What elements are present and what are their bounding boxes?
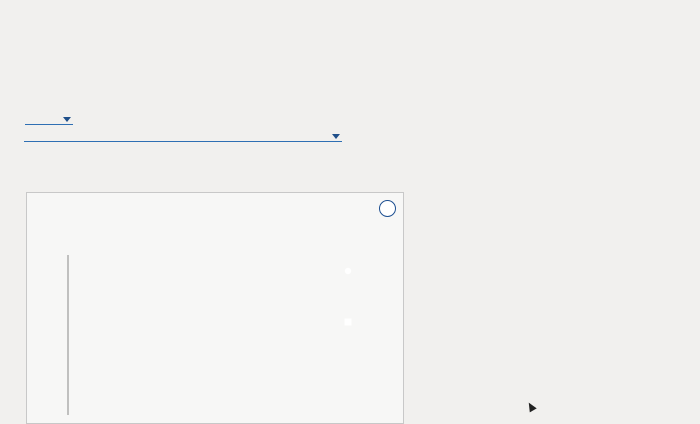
supply-tool-icon[interactable] bbox=[345, 319, 352, 326]
demand-curve[interactable] bbox=[70, 257, 200, 415]
supply-curve[interactable] bbox=[130, 261, 292, 415]
supply-legend-tool[interactable] bbox=[334, 319, 362, 326]
demand-legend-tool[interactable] bbox=[334, 268, 362, 274]
demand-tool-icon[interactable] bbox=[345, 268, 351, 274]
